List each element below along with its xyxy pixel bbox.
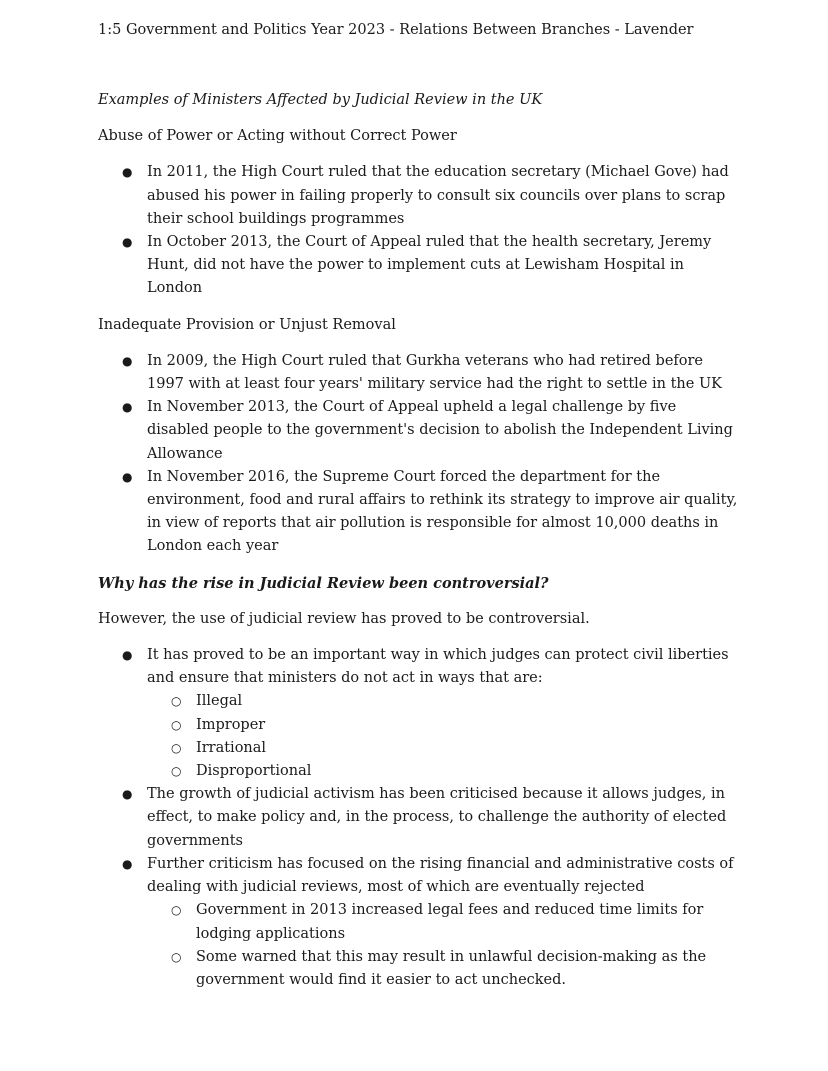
list-item-text: In November 2013, the Court of Appeal upheld a legal challenge by five disabled people to the government's decision to abolish the Independent Living Allowance [147,399,733,462]
sub-list-item [147,899,738,945]
bullet-icon: ● [122,400,133,415]
controversy-list [98,644,738,992]
bullet-icon: ● [122,648,133,663]
list-item [98,783,738,853]
sub-list-item-text: Government in 2013 increased legal fees and reduced time limits for lodging applications [196,902,704,942]
sub-list-item [147,737,738,760]
bullet-icon: ● [122,856,133,871]
sub-list-item [147,690,738,713]
sub-bullet-icon: ○ [171,694,182,709]
list-item [98,644,738,783]
sub-list-item-text: Irrational [196,739,267,756]
sub-list-item-text: Improper [196,716,266,733]
sub-list [147,690,738,783]
list-item-text: In 2009, the High Court ruled that Gurkha veterans who had retired before 1997 with at least four years' military service had the right to settle in the UK [147,352,722,393]
list-item-text: In November 2016, the Supreme Court forced the department for the environment, food and rural affairs to rethink its strategy to improve air quality, in view of reports that air pollution is responsible for almost 10,000 deaths in London each year [147,468,738,555]
abuse-of-power-heading: Abuse of Power or Acting without Correct Power [98,128,457,145]
list-item [98,231,738,301]
sub-bullet-icon: ○ [171,717,182,732]
examples-subtitle: Examples of Ministers Affected by Judicial Review in the UK [98,92,543,108]
list-item-text: In October 2013, the Court of Appeal ruled that the health secretary, Jeremy Hunt, did not have the power to implement cuts at Lewisham Hospital in London [147,234,712,297]
sub-list-item-text: Illegal [196,693,243,710]
controversy-question-heading: Why has the rise in Judicial Review been controversial? [98,574,549,592]
list-item-text: Further criticism has focused on the rising financial and administrative costs of dealing with judicial reviews, most of which are eventually rejected [147,855,734,896]
sub-list-item-text: Disproportional [196,763,312,780]
sub-list-item-text: Some warned that this may result in unlawful decision-making as the government would find it easier to act unchecked. [196,948,707,988]
controversy-intro: However, the use of judicial review has proved to be controversial. [98,610,590,627]
bullet-icon: ● [122,787,133,802]
list-item [98,396,738,466]
sub-list-item [147,714,738,737]
sub-bullet-icon: ○ [171,949,182,964]
inadequate-provision-list [98,350,738,559]
inadequate-provision-heading: Inadequate Provision or Unjust Removal [98,316,396,333]
bullet-icon: ● [122,353,133,368]
list-item-text: The growth of judicial activism has been criticised because it allows judges, in effect, to make policy and, in the process, to challenge the authority of elected governments [147,786,727,849]
bullet-icon: ● [122,235,133,250]
list-item [98,161,738,231]
sub-bullet-icon: ○ [171,903,182,918]
bullet-icon: ● [122,469,133,484]
sub-list-item [147,946,738,992]
list-item-text: It has proved to be an important way in which judges can protect civil liberties and ensure that ministers do not act in ways that are: [147,647,729,687]
abuse-of-power-list [98,161,738,300]
sub-list-item [147,760,738,783]
list-item-text: In 2011, the High Court ruled that the education secretary (Michael Gove) had abused his power in failing properly to consult six councils over plans to scrap their school buildings programmes [147,164,729,227]
sub-bullet-icon: ○ [171,764,182,779]
sub-bullet-icon: ○ [171,740,182,755]
list-item [98,350,738,396]
list-item [98,466,738,559]
document-body [98,89,738,1005]
sub-list [147,899,738,992]
bullet-icon: ● [122,165,133,180]
document-header: 1:5 Government and Politics Year 2023 - Relations Between Branches - Lavender [98,22,694,38]
list-item [98,853,738,992]
